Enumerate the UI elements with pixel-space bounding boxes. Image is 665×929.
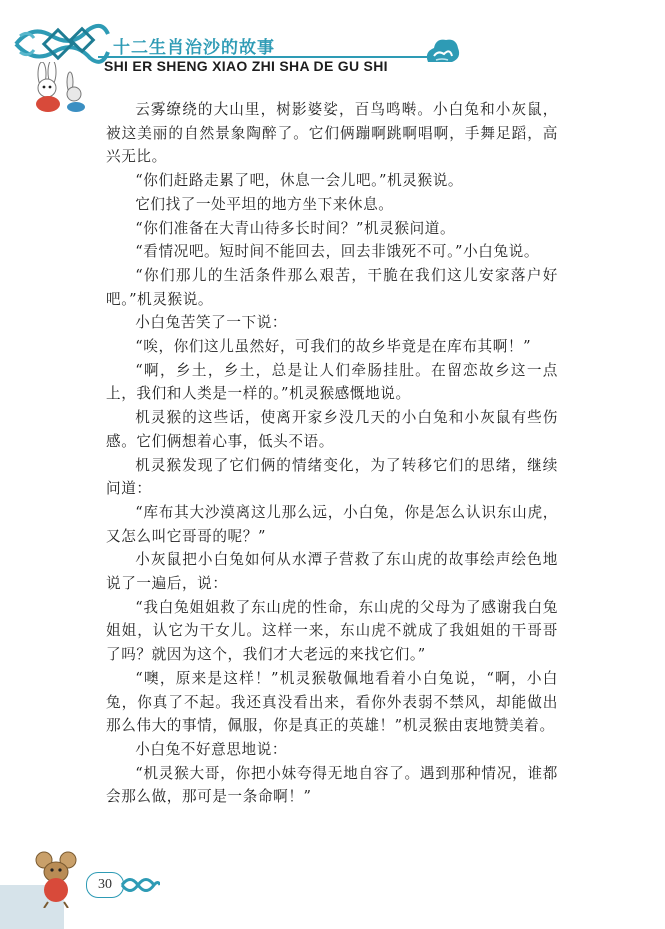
paragraph: 小灰鼠把小白兔如何从水潭子营救了东山虎的故事绘声绘色地说了一遍后，说： — [106, 551, 558, 593]
chinese-knot-icon — [120, 874, 160, 896]
paragraph: 云雾缭绕的大山里，树影婆娑，百鸟鸣啭。小白兔和小灰鼠，被这美丽的自然景象陶醉了。它们俩蹦啊跳啊唱啊，手舞足蹈，高兴无比。 — [106, 101, 558, 166]
paragraph: 它们找了一处平坦的地方坐下来休息。 — [135, 195, 394, 213]
paragraph: “噢，原来是这样！”机灵猴敬佩地看着小白兔说，“啊，小白兔，你真了不起。我还真没看出来，看你外表弱不禁风，却能做出那么伟大的事情，佩服，你是真正的英雄！”机灵猴由衷地赞美着。 — [106, 669, 558, 735]
paragraph: “我白兔姐姐救了东山虎的性命，东山虎的父母为了感谢我白兔姐姐，认它为干女儿。这样一来，东山虎不就成了我姐姐的干哥哥了吗？就因为这个，我们才大老远的来找它们。” — [106, 598, 558, 664]
paragraph: “唉，你们这儿虽然好，可我们的故乡毕竟是在库布其啊！” — [135, 338, 532, 356]
paragraph: “看情况吧。短时间不能回去，回去非饿死不可。”小白兔说。 — [135, 243, 540, 261]
paragraph: 机灵猴的这些话，使离开家乡没几天的小白兔和小灰鼠有些伤感。它们俩想着心事，低头不语。 — [106, 409, 558, 450]
header-title: 十二生肖治沙的故事 — [113, 38, 275, 58]
paragraph: 机灵猴发现了它们俩的情绪变化，为了转移它们的思绪，继续问道： — [106, 456, 558, 498]
rabbit-icon — [20, 62, 92, 112]
paragraph: “机灵猴大哥，你把小妹夸得无地自容了。遇到那种情况，谁都会那么做，那可是一条命啊！” — [106, 764, 558, 806]
page-number: 30 — [86, 872, 124, 898]
paragraph: 小白兔不好意思地说： — [135, 740, 288, 758]
chinese-knot-icon — [12, 20, 112, 68]
paragraph: 小白兔苦笑了一下说： — [135, 314, 288, 332]
paragraph: “你们那儿的生活条件那么艰苦，干脆在我们这儿安家落户好吧。”机灵猴说。 — [106, 266, 558, 308]
paragraph: “啊，乡土，乡土，总是让人们牵肠挂肚。在留恋故乡这一点上，我们和人类是一样的。”机灵猴感慨地说。 — [106, 361, 558, 403]
paragraph: “你们赶路走累了吧，休息一会儿吧。”机灵猴说。 — [135, 172, 464, 190]
header-pinyin: SHI ER SHENG XIAO ZHI SHA DE GU SHI — [104, 58, 388, 74]
paragraph: “库布其大沙漠离这儿那么远，小白兔，你是怎么认识东山虎，又怎么叫它哥哥的呢？” — [106, 503, 558, 545]
story-body — [106, 98, 558, 809]
page-header — [0, 0, 665, 112]
cloud-icon — [422, 32, 462, 72]
mouse-icon — [30, 848, 86, 908]
paragraph: “你们准备在大青山待多长时间？”机灵猴问道。 — [135, 219, 456, 237]
